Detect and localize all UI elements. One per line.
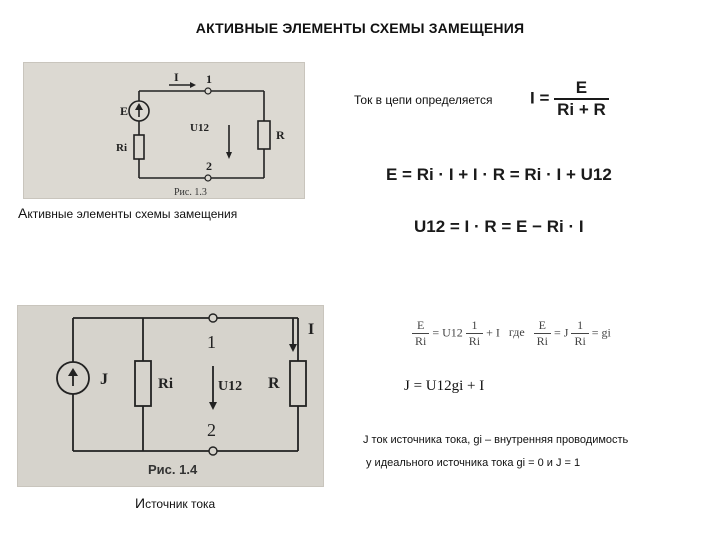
label-emf: E <box>120 104 129 118</box>
note-line-1: J ток источника тока, gi – внутренняя проводимость <box>363 434 629 446</box>
caption-current-source <box>135 495 215 511</box>
sf-ri4: Ri <box>574 334 586 348</box>
formula-j: J = U12gi + I <box>404 378 485 394</box>
formula-small-derivation <box>412 318 611 349</box>
formula-u12: U12 = I · R = E − Ri · I <box>414 217 584 236</box>
label-ri: Ri <box>116 142 127 154</box>
sf-eq1: = U12 <box>432 325 463 340</box>
sf-plus: + I <box>486 325 500 340</box>
label-node1-b: 1 <box>207 332 216 352</box>
formula-current-lhs: I = <box>530 88 550 108</box>
sf-eq3: = gi <box>591 325 611 340</box>
formula-current-num: E <box>554 78 609 100</box>
label-current-b: I <box>308 321 315 338</box>
page-title: АКТИВНЫЕ ЭЛЕМЕНТЫ СХЕМЫ ЗАМЕЩЕНИЯ <box>195 20 525 36</box>
sf-ri1: Ri <box>415 334 427 348</box>
formula-current-den: Ri + R <box>557 100 606 119</box>
figure-caption-bottom: Рис. 1.4 <box>148 462 198 477</box>
circuit-diagram-emf <box>24 63 304 198</box>
sf-ri3: Ri <box>536 334 548 348</box>
circuit-photo-current-source <box>17 305 324 487</box>
label-node2: 2 <box>206 159 212 173</box>
label-u12-b: U12 <box>218 379 243 394</box>
caption-rest: ктивные элементы схемы замещения <box>27 207 238 221</box>
figure-caption-top: Рис. 1.3 <box>174 187 207 198</box>
label-u12: U12 <box>190 122 209 134</box>
circuit-diagram-current-source <box>18 306 323 486</box>
current-text: Ток в цепи определяется <box>354 93 493 107</box>
sf-one1: 1 <box>466 318 483 334</box>
sf-e2: E <box>534 318 551 334</box>
caption-first-letter: А <box>18 205 28 221</box>
sf-where: где <box>508 325 525 340</box>
label-ri-b: Ri <box>158 376 173 392</box>
label-r-b: R <box>268 375 280 392</box>
sf-e1: E <box>412 318 429 334</box>
label-source-j: J <box>100 371 108 388</box>
sf-ri2: Ri <box>468 334 481 348</box>
label-current: I <box>174 70 179 84</box>
sf-eq2: = J <box>554 325 569 340</box>
formula-current <box>530 78 609 120</box>
formula-emf: E = Ri · I + I · R = Ri · I + U12 <box>386 165 612 184</box>
label-node1: 1 <box>206 72 212 86</box>
label-r: R <box>276 128 285 142</box>
note-line-2: у идеального источника тока gi = 0 и J = 1 <box>366 457 581 469</box>
circuit-photo-emf <box>23 62 305 199</box>
caption-b-rest: сточник тока <box>145 497 216 511</box>
caption-b-first-letter: И <box>135 495 146 511</box>
caption-active-elements <box>18 205 237 221</box>
formula-current-fraction <box>554 78 609 120</box>
sf-one2: 1 <box>571 318 588 334</box>
label-node2-b: 2 <box>207 420 216 440</box>
